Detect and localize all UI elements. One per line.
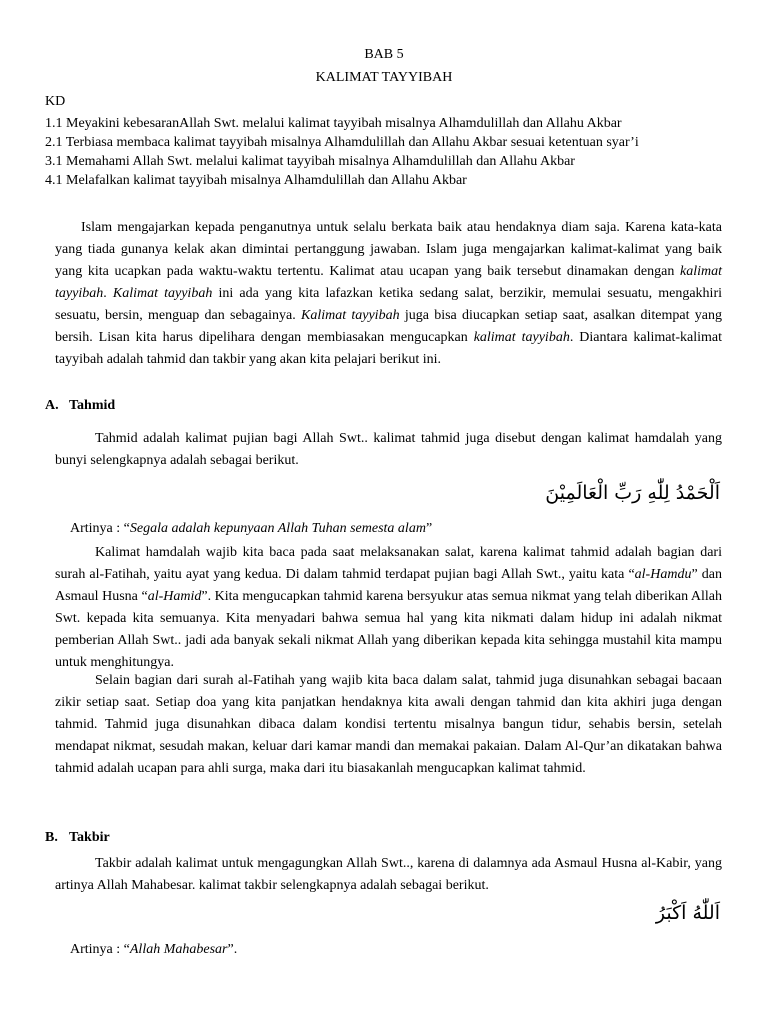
chapter-title: KALIMAT TAYYIBAH	[315, 70, 453, 85]
kd-item: 2.1 Terbiasa membaca kalimat tayyibah misalnya Alhamdulillah dan Allahu Akbar sesuai ketentuan syar’i	[45, 135, 639, 150]
section-a-heading: A. Tahmid	[45, 398, 116, 413]
section-b-heading: B. Takbir	[45, 830, 110, 845]
kd-list	[45, 114, 639, 190]
tahmid-translation: Artinya : “Segala adalah kepunyaan Allah Tuhan semesta alam”	[70, 521, 433, 536]
kd-label: KD	[45, 94, 66, 109]
tahmid-arabic-text: اَلْحَمْدُ لِلّٰهِ رَبِّ الْعَالَمِيْنَ	[545, 482, 720, 504]
takbir-arabic-text: اَللّٰهُ اَكْبَرُ	[655, 902, 720, 924]
chapter-number: BAB 5	[364, 47, 404, 62]
takbir-translation: Artinya : “Allah Mahabesar”.	[70, 942, 238, 957]
kd-item: 4.1 Melafalkan kalimat tayyibah misalnya Alhamdulillah dan Allahu Akbar	[45, 173, 467, 188]
kd-item: 3.1 Memahami Allah Swt. melalui kalimat tayyibah misalnya Alhamdulillah dan Allahu Akbar	[45, 154, 575, 169]
tahmid-paragraph-2: Kalimat hamdalah wajib kita baca pada saat melaksanakan salat, karena kalimat tahmid adalah bagian dari surah al-Fatihah, yaitu ayat yang kedua. Di dalam tahmid terdapat pujian bagi Allah Swt., yaitu kata “al-Hamdu” dan Asmaul Husna “al-Hamid”. Kita mengucapkan tahmid karena bersyukur atas semua nikmat yang telah diberikan Allah Swt. kepada kita semuanya. Kita menyadari bahwa semua hal yang kita nikmati dalam hidup ini adalah nikmat pemberian Allah Swt.. jadi ada banyak sekali nikmat Allah yang diberikan kepada kita sehingga mustahil kita mampu untuk menghitungya.	[55, 545, 722, 670]
intro-paragraph: Islam mengajarkan kepada penganutnya untuk selalu berkata baik atau hendaknya diam saja. Karena kata-kata yang tiada gunanya kelak akan dimintai pertanggung jawaban. Islam juga mengajarkan kalimat-kalimat yang baik yang kita ucapkan pada waktu-waktu tertentu. Kalimat atau ucapan yang baik tersebut dinamakan dengan kalimat tayyibah. Kalimat tayyibah ini ada yang kita lafazkan ketika sedang salat, berzikir, memulai sesuatu, mengakhiri sesuatu, bersin, menguap dan sebagainya. Kalimat tayyibah juga bisa diucapkan setiap saat, asalkan ditempat yang bersih. Lisan kita harus dipelihara dengan membiasakan mengucapkan kalimat tayyibah. Diantara kalimat-kalimat tayyibah adalah tahmid dan takbir yang akan kita pelajari berikut ini.	[55, 220, 723, 367]
tahmid-intro-paragraph: Tahmid adalah kalimat pujian bagi Allah Swt.. kalimat tahmid juga disebut dengan kalimat hamdalah yang bunyi selengkapnya adalah sebagai berikut.	[55, 431, 722, 468]
takbir-intro-paragraph: Takbir adalah kalimat untuk mengagungkan Allah Swt.., karena di dalamnya ada Asmaul Husna al-Kabir, yang artinya Allah Mahabesar. kalimat takbir selengkapnya adalah sebagai berikut.	[55, 856, 722, 893]
kd-item: 1.1 Meyakini kebesaranAllah Swt. melalui kalimat tayyibah misalnya Alhamdulillah dan Allahu Akbar	[45, 116, 622, 131]
tahmid-paragraph-3: Selain bagian dari surah al-Fatihah yang wajib kita baca dalam salat, tahmid juga disunahkan sebagai bacaan zikir setiap saat. Setiap doa yang kita panjatkan hendaknya kita awali dengan tahmid dan kita akhiri juga dengan tahmid. Tahmid juga disunahkan dibaca dalam kondisi tertentu misalnya bangun tidur, sehabis bersin, setelah mendapat nikmat, sesudah makan, keluar dari kamar mandi dan memakai pakaian. Dalam Al-Qur’an dikatakan bahwa tahmid adalah ucapan para ahli surga, maka dari itu biasakanlah mengucapkan kalimat tahmid.	[55, 673, 722, 776]
